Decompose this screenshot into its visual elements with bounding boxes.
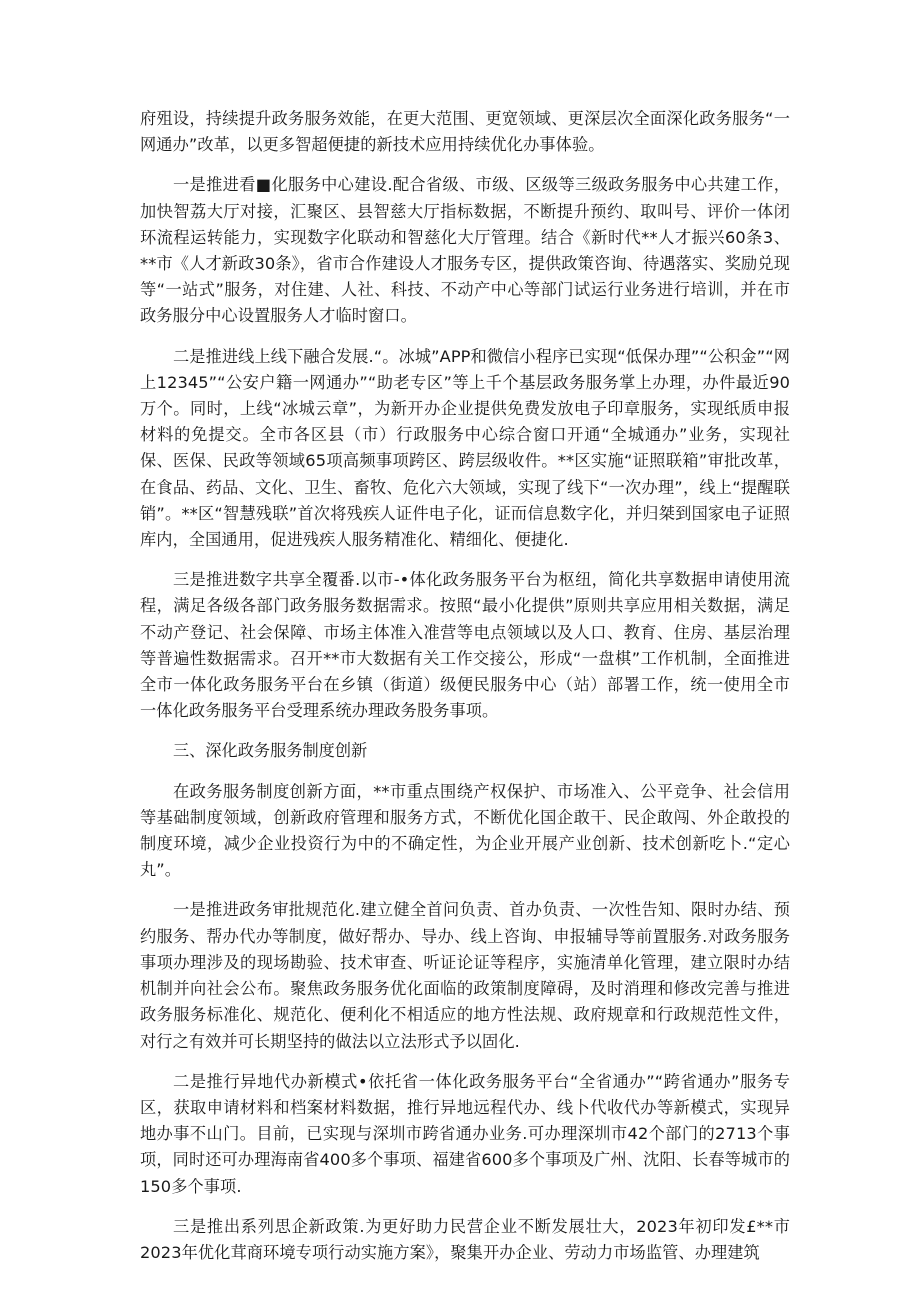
paragraph-1: 一是推进看■化服务中心建设.配合省级、市级、区级等三级政务服务中心共建工作，加快智荔大厅对接，汇聚区、县智慈大厅指标数据，不断提升预约、取叫号、评价一体闭环流程运转能力，实现数字化联动和智慈化大厅管理。结合《新时代**人才振兴60条3、**市《人才新政30条》，省市合作建设人才服务专区，提供政策咨询、待遇落实、奖励兑现等“一站式”服务，对住建、人社、科技、不动产中心等部门试运行业务进行培训，并在市政务服分中心设置服务人才临时窗口。 — [140, 175, 790, 326]
document-body — [140, 106, 790, 1280]
paragraph-3: 三是推进数字共享全覆番.以市-•体化政务服务平台为枢纽，简化共享数据申请使用流程，满足各级各部门政务服务数据需求。按照“最小化提供”原则共享应用相关数据，满足不动产登记、社会保障、市场主体准入准营等电点领域以及人口、教育、住房、基层治理等普遍性数据需求。召开**市大数据有关工作交接公，形成“一盘棋”工作机制，全面推进全市一体化政务服务平台在乡镇（街道）级便民服务中心（站）部署工作，统一使用全市一体化政务服务平台受理系统办理政务股务事项。 — [140, 570, 790, 721]
paragraph-8: 三是推出系列思企新政策.为更好助力民营企业不断发展壮大，2023年初印发£**市2023年优化茸商环境专项行动实施方案》，聚集开办企业、劳动力市场监管、办理建筑 — [140, 1216, 790, 1262]
paragraph-2: 二是推进线上线下融合发展.“。冰城”APP和微信小程序已实现“低保办理”“公积金”“网上12345”“公安户籍一网通办”“助老专区”等上千个基层政务服务掌上办理，办件最近90万个。同时，上线“冰城云章”，为新开办企业提供免费发放电子印章服务，实现纸质申报材料的免提交。全市各区县（市）行政服务中心综合窗口开通“全城通办”业务，实现社保、医保、民政等领域65项高频事项跨区、跨层级收件。**区实施“证照联箱”审批改革，在食品、药品、文化、卫生、畜牧、危化六大领域，实现了线下“一次办理”，线上“提醒联销”。**区“智慧残联”首次将残疾人证件电子化，证而信息数字化，并归桀到国家电子证照库内，全国通用，促进残疾人服务精准化、精细化、便捷化. — [140, 346, 790, 550]
paragraph-6: 一是推进政务审批规范化.建立健全首问负责、首办负责、一次性告知、限时办结、预约服务、帮办代办等制度，做好帮办、导办、线上咨询、申报辅导等前置服务.对政务服务事项办理涉及的现场勘验、技术审查、听证论证等程序，实施清单化管理，建立限时办结机制并向社会公布。聚焦政务服务优化面临的政策制度障碍，及时消理和修改完善与推进政务服务标准化、规范化、便利化不相适应的地方性法规、政府规章和行政规范性文件，对行之有效并可长期坚持的做法以立法形式予以固化. — [140, 900, 790, 1051]
section-heading: 三、深化政务服务制度创新 — [173, 741, 368, 761]
paragraph-5: 在政务服务制度创新方面，**市重点围绕产权保护、市场准入、公平竞争、社会信用等基础制度领域，创新政府管理和服务方式，不断优化国企敢干、民企敢闯、外企敢投的制度环境，减少企业投资行为中的不确定性，为企业开展产业创新、技术创新吃卜.“定心丸”。 — [140, 781, 790, 880]
paragraph-0: 府殂设，持续提升政务服务效能，在更大范围、更宽领域、更深层次全面深化政务服务“一网通办”改革，以更多智超便捷的新技术应用持续优化办事体验。 — [140, 109, 790, 155]
paragraph-7: 二是推行异地代办新模式•依托省一体化政务服务平台“全省通办”“跨省通办”服务专区，获取申请材料和档案材料数据，推行异地远程代办、线卜代收代办等新模式，实现异地办事不山门。目前，已实现与深圳市跨省通办业务.可办理深圳市42个部门的2713个事项，同时还可办理海南省400多个事项、福建省600多个事项及广州、沈阳、长春等城市的150多个事项. — [140, 1071, 790, 1196]
